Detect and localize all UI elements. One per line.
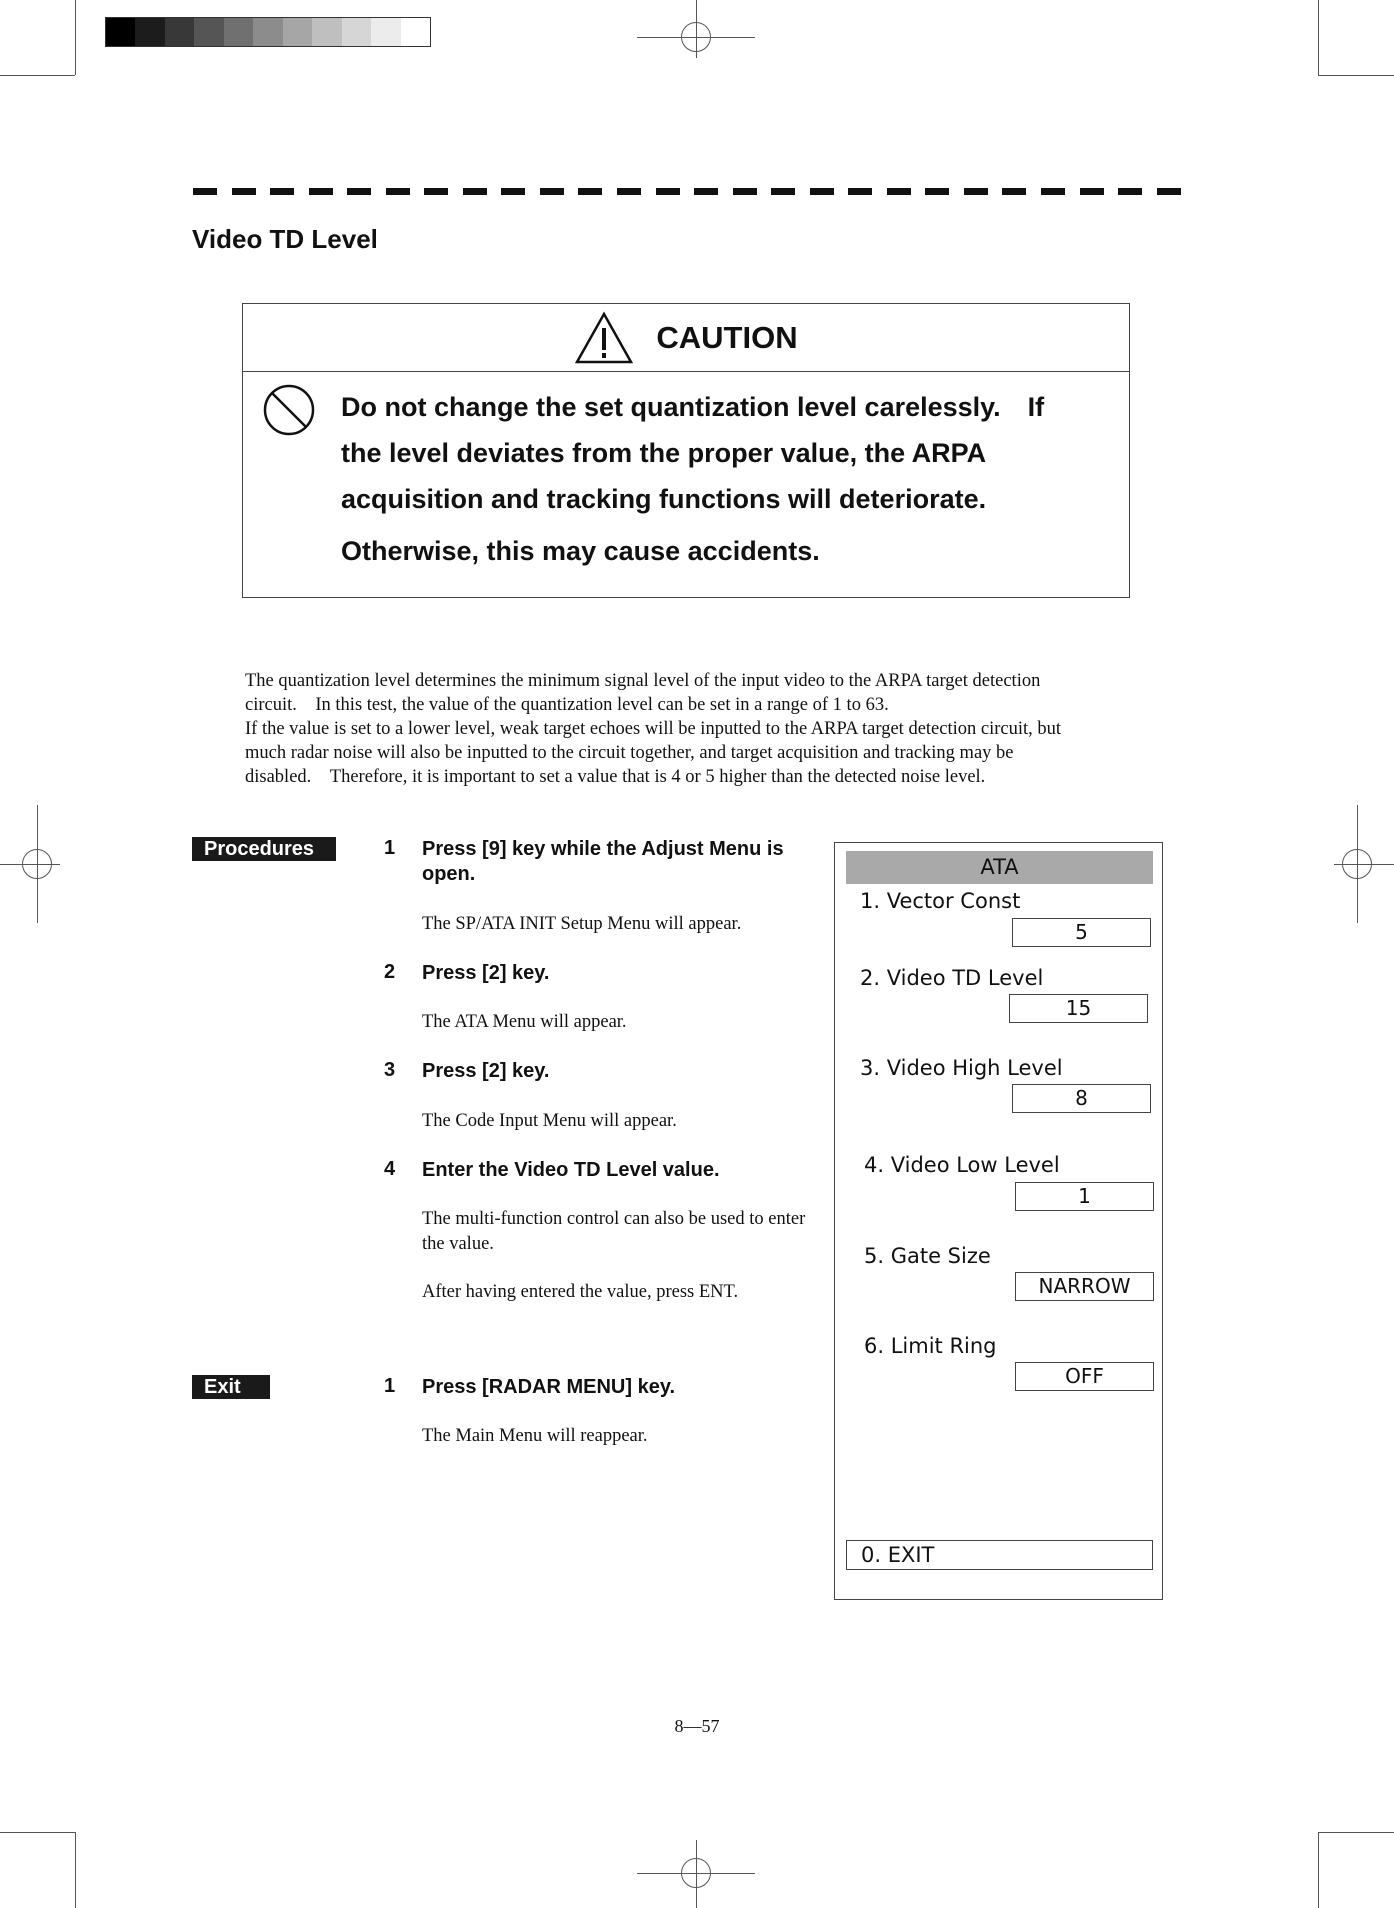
intro-line: disabled. Therefore, it is important to set a value that is 4 or 5 higher than the detected noise level. [245, 767, 986, 787]
step-number: 1 [384, 1375, 396, 1397]
step-title: Enter the Video TD Level value. [422, 1159, 720, 1181]
menu-item-video-high-level[interactable]: 3. Video High Level [860, 1056, 1063, 1080]
step-title: Press [2] key. [422, 962, 550, 984]
menu-item-limit-ring[interactable]: 6. Limit Ring [864, 1334, 997, 1358]
step-title: Press [9] key while the Adjust Menu is open. [422, 838, 784, 885]
step-number: 4 [384, 1158, 396, 1180]
step-description: The Main Menu will reappear. [422, 1426, 648, 1446]
menu-item-vector-const[interactable]: 1. Vector Const [860, 889, 1021, 913]
caution-line: acquisition and tracking functions will deteriorate. [341, 484, 987, 514]
page-title: Video TD Level [192, 224, 378, 254]
menu-item-video-low-level[interactable]: 4. Video Low Level [864, 1153, 1060, 1177]
step-description: The SP/ATA INIT Setup Menu will appear. [422, 914, 742, 934]
intro-line: much radar noise will also be inputted to the circuit together, and target acquisition and tracking may be [245, 743, 1014, 763]
video-high-level-value[interactable]: 8 [1012, 1084, 1151, 1113]
vector-const-value[interactable]: 5 [1012, 918, 1151, 947]
step-description: The ATA Menu will appear. [422, 1012, 627, 1032]
video-low-level-value[interactable]: 1 [1015, 1182, 1154, 1211]
caution-line: Do not change the set quantization level carelessly. If [341, 392, 1045, 422]
video-td-level-value[interactable]: 15 [1009, 994, 1148, 1023]
step-title: Press [2] key. [422, 1060, 550, 1082]
step-description: The multi-function control can also be used to enter the value. [422, 1209, 806, 1254]
menu-item-video-td-level[interactable]: 2. Video TD Level [860, 966, 1044, 990]
step-description: The Code Input Menu will appear. [422, 1111, 677, 1131]
step-description: After having entered the value, press ENT. [422, 1282, 739, 1302]
exit-badge: Exit [192, 1375, 270, 1399]
intro-line: If the value is set to a lower level, weak target echoes will be inputted to the ARPA target detection circuit, but [245, 719, 1062, 739]
step-number: 1 [384, 837, 396, 859]
page-number: 8—57 [674, 1716, 720, 1736]
procedures-badge: Procedures [192, 837, 336, 861]
gate-size-value[interactable]: NARROW [1015, 1272, 1154, 1301]
caution-header [243, 304, 1129, 372]
warning-triangle-icon [574, 311, 634, 365]
caution-box [242, 303, 1130, 598]
prohibition-icon [262, 383, 316, 437]
intro-line: circuit. In this test, the value of the quantization level can be set in a range of 1 to 63. [245, 695, 889, 715]
menu-exit-button[interactable]: 0. EXIT [846, 1540, 1153, 1570]
intro-line: The quantization level determines the minimum signal level of the input video to the ARPA target detection [245, 671, 1041, 691]
section-dashed-rule [193, 188, 1181, 195]
step-number: 3 [384, 1059, 396, 1081]
ata-menu-title: ATA [846, 851, 1153, 884]
caution-line: the level deviates from the proper value, the ARPA [341, 438, 987, 468]
caution-line: Otherwise, this may cause accidents. [341, 536, 820, 566]
step-number: 2 [384, 961, 396, 983]
limit-ring-value[interactable]: OFF [1015, 1362, 1154, 1391]
menu-item-gate-size[interactable]: 5. Gate Size [864, 1244, 991, 1268]
caution-text [341, 384, 1111, 574]
grayscale-calibration-bar [105, 17, 431, 47]
intro-paragraph [245, 669, 1180, 789]
step-title: Press [RADAR MENU] key. [422, 1376, 676, 1398]
caution-title: CAUTION [656, 319, 798, 355]
ata-menu-panel [834, 842, 1163, 1600]
